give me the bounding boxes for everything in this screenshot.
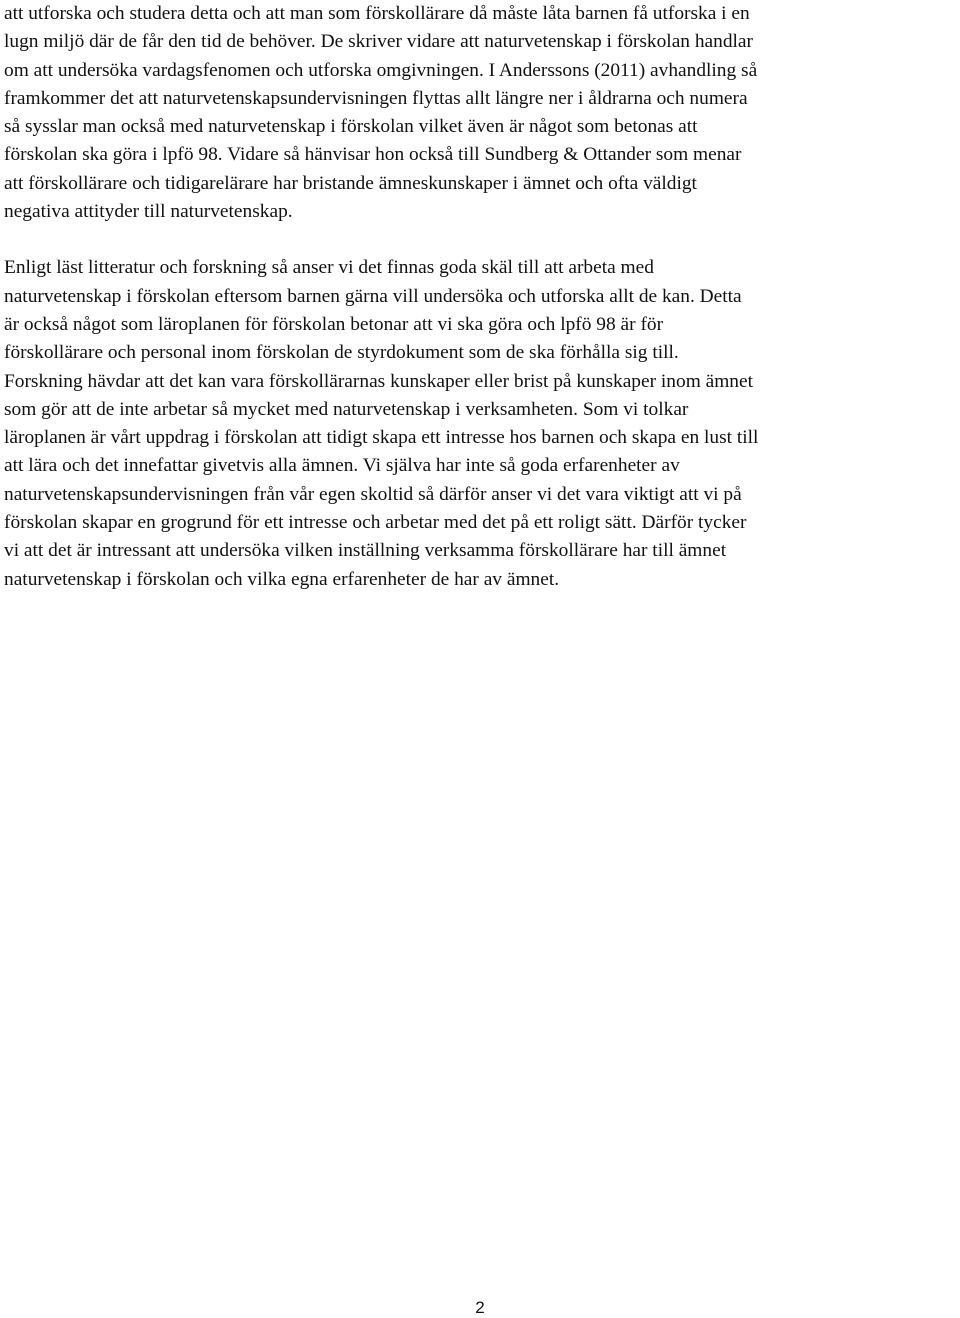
paragraph-2 xyxy=(4,254,960,594)
paragraph-1 xyxy=(4,0,960,226)
text-line: förskolan ska göra i lpfö 98. Vidare så hänvisar hon också till Sundberg & Ottander som menar xyxy=(4,144,742,166)
text-line: så sysslar man också med naturvetenskap i förskolan vilket även är något som betonas att xyxy=(4,116,698,138)
text-line: naturvetenskapsundervisningen från vår egen skoltid så därför anser vi det vara viktigt att vi på xyxy=(4,483,742,505)
text-line: är också något som läroplanen för förskolan betonar att vi ska göra och lpfö 98 är för xyxy=(4,313,664,335)
text-line: läroplanen är vårt uppdrag i förskolan att tidigt skapa ett intresse hos barnen och skapa en lust till xyxy=(4,427,759,449)
text-line: lugn miljö där de får den tid de behöver. De skriver vidare att naturvetenskap i förskolan handlar xyxy=(4,31,753,53)
text-line: naturvetenskap i förskolan eftersom barnen gärna vill undersöka och utforska allt de kan. Detta xyxy=(4,285,742,307)
text-line: att lära och det innefattar givetvis alla ämnen. Vi själva har inte så goda erfarenheter av xyxy=(4,455,680,477)
body-text xyxy=(4,0,960,594)
text-line: Forskning hävdar att det kan vara förskollärarnas kunskaper eller brist på kunskaper inom ämnet xyxy=(4,370,754,392)
text-line: förskolan skapar en grogrund för ett intresse och arbetar med det på ett roligt sätt. Därför tycker xyxy=(4,512,747,534)
text-line: förskollärare och personal inom förskolan de styrdokument som de ska förhålla sig till. xyxy=(4,342,679,364)
paragraph-spacing xyxy=(4,226,960,254)
text-line: negativa attityder till naturvetenskap. xyxy=(4,201,293,223)
page-number: 2 xyxy=(475,1298,485,1317)
text-line: naturvetenskap i förskolan och vilka egna erfarenheter de har av ämnet. xyxy=(4,568,560,590)
text-line: att utforska och studera detta och att man som förskollärare då måste låta barnen få utforska i en xyxy=(4,3,750,24)
text-line: att förskollärare och tidigarelärare har bristande ämneskunskaper i ämnet och ofta väldigt xyxy=(4,172,697,194)
text-line: som gör att de inte arbetar så mycket med naturvetenskap i verksamheten. Som vi tolkar xyxy=(4,398,689,420)
text-line: vi att det är intressant att undersöka vilken inställning verksamma förskollärare har till ämnet xyxy=(4,540,727,562)
text-line: om att undersöka vardagsfenomen och utforska omgivningen. I Anderssons (2011) avhandling så xyxy=(4,59,758,81)
text-line: framkommer det att naturvetenskapsundervisningen flyttas allt längre ner i åldrarna och numera xyxy=(4,87,748,109)
text-line: Enligt läst litteratur och forskning så anser vi det finnas goda skäl till att arbeta med xyxy=(4,257,654,279)
